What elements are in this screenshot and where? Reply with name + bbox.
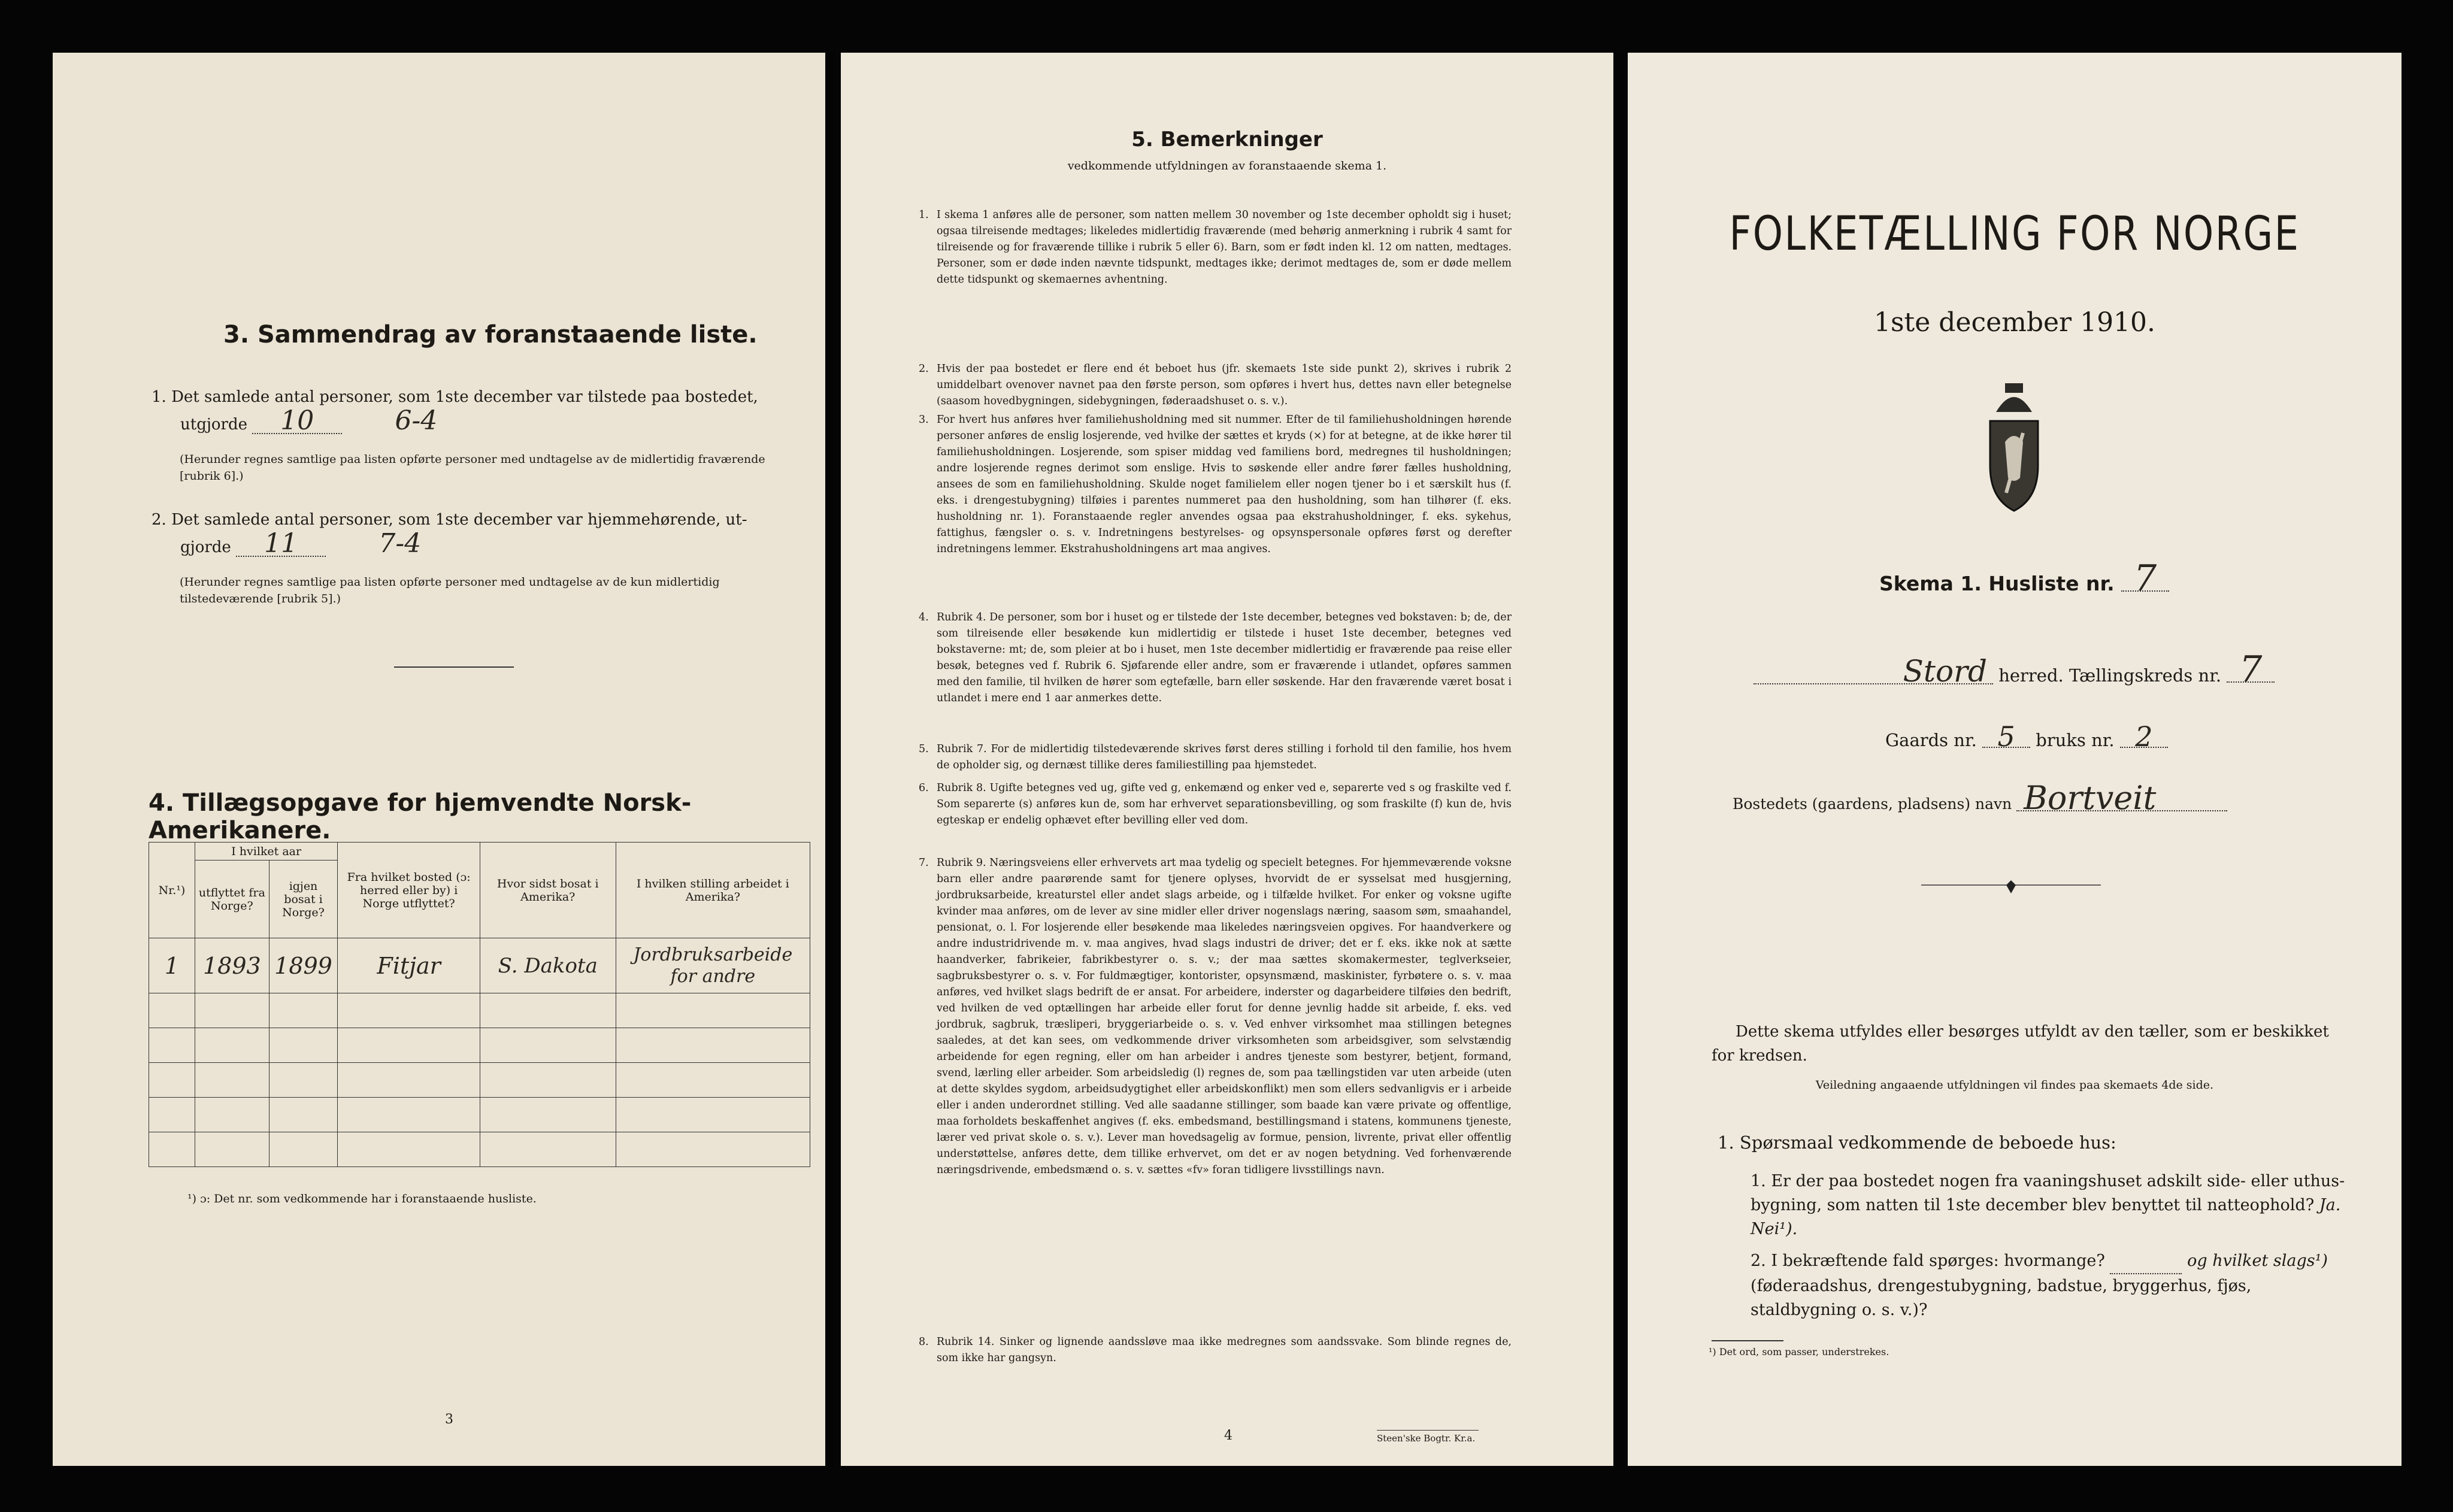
remark-item [919, 741, 1512, 774]
header-stilling: I hvilken stilling arbeidet i Amerika? [616, 843, 810, 938]
remark-item [919, 361, 1512, 410]
remark-text: Hvis der paa bostedet er flere end ét beboet hus (jfr. skemaets 1ste side punkt 2), skrives i rubrik 2 umiddelbart ovenover navnet paa den første person, som opføres i hvert hus, dettes navn eller betegnelse (saasom hovedbygningen, sidebygningen, føderaadshuset o. s. v.). [937, 363, 1512, 407]
coat-of-arms-icon [1963, 376, 2065, 514]
footnote-rule [1712, 1340, 1783, 1341]
remark-text: Rubrik 8. Ugifte betegnes ved ug, gifte ved g, enkemænd og enker ved e, separerte ved s og fraskilte ved f. Som separerte (s) anføres kun de, som har erhvervet separationsbevilling, og som fraskilte (f) kun de, hvis egteskap er endelig ophævet efter bevilling eller ved dom. [937, 782, 1512, 826]
footnote: ¹) Det ord, som passer, understrekes. [1709, 1346, 1889, 1358]
header-sidst: Hvor sidst bosat i Amerika? [480, 843, 616, 938]
header-utflyttet: utflyttet fra Norge? [195, 860, 269, 938]
section-3-title: 3. Sammendrag av foranstaaende liste. [223, 321, 758, 349]
remark-text: I skema 1 anføres alle de personer, som natten mellem 30 november og 1ste december opholdt sig i huset; ogsaa tilreisende medtages; likeledes midlertidig fraværende (med behørig anmerkning i rubrik 4 samt for tilreisende og for fraværende tillike i rubrik 5 eller 6). Barn, som er født inden kl. 12 om natten, medtages. Personer, som er døde inden nævnte tidspunkt, medtages ikke; derimot medtages de, som er døde mellem dette tidspunkt og skemaernes avhentning. [937, 209, 1512, 286]
header-fra: Fra hvilket bosted (ɔ: herred eller by) i Norge utflyttet? [338, 843, 480, 938]
table-row [149, 1063, 810, 1098]
section-4-title: 4. Tillægsopgave for hjemvendte Norsk-Amerikanere. [149, 789, 692, 844]
remark-item [919, 1334, 1512, 1366]
cell-fra: Fitjar [338, 938, 480, 993]
remark-text: Rubrik 14. Sinker og lignende aandssløve maa ikke medregnes som aandssvake. Som blinde regnes de, som ikke har gangsyn. [937, 1336, 1512, 1364]
remark-text: For hvert hus anføres hver familiehusholdning med sit nummer. Efter de til familiehusholdningen hørende personer anføres de enslig losjerende, ved hvilke der sættes et kryds (×) for at betegne, at de ikke hører til familiehusholdningen. Losjerende, som spiser middag ved familiens bord, medregnes til husholdningen; andre losjerende regnes derimot som enslige. Hvis to søskende eller andre fører fælles husholdning, ansees de som en familiehusholdning. Skulde noget familielem eller nogen tjener bo i et særskilt hus (f. eks. i drengestubygning) tilføies i parentes nummeret paa den husholdning, som han tilhører (f. eks. husholdning nr. 1). Foranstaaende regler anvendes ogsaa paa ekstrahusholdninger, f. eks. sykehus, fattighus, fængsler o. s. v. Indretningens bestyrelses- og opsynspersonale opføres først og derefter indretningens lemmer. Ekstrahusholdningens art maa angives. [937, 414, 1512, 555]
table-footnote: ¹) ɔ: Det nr. som vedkommende har i foranstaaende husliste. [187, 1192, 537, 1205]
summary-item-1 [152, 385, 810, 443]
remark-number: 2. [919, 363, 929, 375]
question-2-blank [2110, 1249, 2182, 1274]
questions-title: 1. Spørsmaal vedkommende de beboede hus: [1718, 1132, 2116, 1153]
summary-item-2-hand-extra: 7-4 [378, 528, 422, 559]
fold-shadow [825, 53, 840, 1466]
summary-item-2-value: 11 [236, 532, 326, 557]
printer-mark: Steen'ske Bogtr. Kr.a. [1377, 1430, 1479, 1444]
question-1-answer: Ja. Nei¹). [1751, 1196, 2341, 1238]
remarks-subtitle: vedkommende utfyldningen av foranstaaende skema 1. [1067, 159, 1387, 172]
remark-number: 8. [919, 1336, 929, 1348]
question-2 [1751, 1249, 2349, 1322]
page-1 [1628, 53, 2401, 1466]
cell-stilling: Jordbruksarbeide for andre [616, 938, 810, 993]
question-1 [1751, 1169, 2349, 1241]
summary-item-2-label: gjorde [180, 538, 231, 556]
remark-number: 3. [919, 414, 929, 426]
summary-item-1-hand-extra: 6-4 [395, 405, 438, 436]
cell-igjen: 1899 [269, 938, 338, 993]
table-row [149, 1132, 810, 1167]
bosted-value: Bortveit [2016, 786, 2227, 811]
page-number: 3 [445, 1412, 453, 1427]
remark-item [919, 855, 1512, 1178]
bruks-label: bruks nr. [2036, 730, 2115, 750]
skema-line [1879, 557, 2169, 599]
summary-item-2 [152, 508, 810, 565]
question-2-b: og hvilket slags¹) [2187, 1252, 2328, 1270]
norsk-amerikanere-table [149, 842, 810, 1167]
remark-number: 5. [919, 743, 929, 755]
page-3 [53, 53, 825, 1466]
herred-value: Stord [1754, 659, 1993, 684]
remark-item [919, 780, 1512, 829]
remark-item [919, 610, 1512, 707]
bosted-line [1733, 779, 2227, 817]
herred-line [1754, 649, 2352, 690]
remark-text: Rubrik 7. For de midlertidig tilstedeværende skrives først deres stilling i forhold til den familie, hos hvem de opholder sig, og dernæst tillike deres familiestilling paa hjemstedet. [937, 743, 1512, 771]
bosted-label: Bostedets (gaardens, pladsens) navn [1733, 795, 2012, 813]
krets-value: 7 [2227, 657, 2275, 683]
question-1-text: 1. Er der paa bostedet nogen fra vaaningshuset adskilt side- eller uthus-bygning, som natten til 1ste december blev benyttet til natteophold? [1751, 1172, 2345, 1214]
table-row [149, 1028, 810, 1063]
gaards-label: Gaards nr. [1885, 730, 1977, 750]
remarks-title: 5. Bemerkninger [1131, 128, 1323, 151]
remark-item [919, 412, 1512, 557]
remark-number: 4. [919, 611, 929, 623]
table-row [149, 993, 810, 1028]
remark-item [919, 207, 1512, 288]
summary-item-1-value: 10 [252, 409, 342, 434]
table-row [149, 1098, 810, 1132]
section-divider [394, 666, 514, 668]
cell-utflyttet: 1893 [195, 938, 269, 993]
question-2-c: (føderaadshus, drengestubygning, badstue, bryggerhus, fjøs, staldbygning o. s. v.)? [1751, 1277, 2252, 1319]
intro-text: Dette skema utfyldes eller besørges utfyldt av den tæller, som er beskikket for kredsen. [1712, 1023, 2329, 1065]
remark-number: 6. [919, 782, 929, 794]
remark-number: 1. [919, 209, 929, 221]
gaards-line [1885, 720, 2168, 753]
fold-shadow [1613, 53, 1628, 1466]
summary-item-1-label: utgjorde [180, 416, 248, 434]
remark-text: Rubrik 9. Næringsveiens eller erhvervets art maa tydelig og specielt betegnes. For hjemmeværende voksne barn eller andre paarørende samt for tjenere oplyses, hvorvidt de er sysselsat med husgjerning, jordbruksarbeide, kreaturstel eller andet slags arbeide, og i tilfælde hvilket. For enker og voksne ugifte kvinder maa anføres, om de lever av sine midler eller driver nogenslags næring, saasom søm, smaahandel, pensionat, o. l. For losjerende eller besøkende maa likeledes næringsveien opgives. For haandverkere og andre industridrivende m. v. maa angives, hvad slags industri de driver; det er f. eks. ikke nok at sætte haandverker, fabrikeier, fabrikbestyrer o. s. v.; der maa sættes skomakermester, teglverkseier, sagbruksbestyrer o. s. v. For fuldmægtiger, kontorister, opsynsmænd, maskinister, fyrbøtere o. s. v. maa anføres, ved hvilket slags bedrift de er ansat. For arbeidere, inderster og dagarbeidere tilføies den bedrift, ved hvilken de ved optællingen har arbeide eller forut for denne jevnlig hadde sit arbeide, f. eks. ved jordbruk, sagbruk, træsliperi, bryggeriarbeide o. s. v. Ved enhver virksomhet maa stillingen betegnes saaledes, at det kan sees, om vedkommende driver virksomheten som arbeidsgiver, som selvstændig arbeidende for egen regning, eller om han arbeider i andres tjeneste som bestyrer, betjent, formand, svend, lærling eller arbeider. Som arbeidsledig (l) regnes de, som paa tællingstiden var uten arbeide (uten at dette skyldes sygdom, arbeidsudygtighet eller arbeidskonflikt) men som ellers sedvanligvis er i arbeide eller i anden underordnet stilling. Ved alle saadanne stillinger, som baade kan være private og offentlige, maa forholdets beskaffenhet angives (f. eks. embedsmand, bestillingsmand i statens, kommunens tjeneste, lærer ved privat skole o. s. v.). Lever man hovedsagelig av formue, pension, livrente, privat eller offentlig understøttelse, anføres dette, dem tillike erhvervet, om det er av nogen betydning. Ved forhenværende næringsdrivende, embedsmænd o. s. v. sættes «fv» foran tidligere livsstillings navn. [937, 857, 1512, 1176]
header-group: I hvilket aar [195, 843, 338, 860]
summary-item-2-text: 2. Det samlede antal personer, som 1ste december var hjemmehørende, ut- [152, 511, 747, 529]
header-igjen: igjen bosat i Norge? [269, 860, 338, 938]
husliste-nr: 7 [2121, 566, 2169, 592]
table-row [149, 938, 810, 993]
bruks-value: 2 [2120, 726, 2168, 748]
herred-label: herred. [1998, 665, 2064, 686]
summary-item-1-text: 1. Det samlede antal personer, som 1ste december var tilstede paa bostedet, [152, 388, 758, 406]
form-title: FOLKETÆLLING FOR NORGE [1729, 207, 2300, 261]
page-4 [841, 53, 1613, 1466]
summary-item-2-note: (Herunder regnes samtlige paa listen opførte personer med undtagelse av de kun midlertidig tilstedeværende [rubrik 5].) [180, 575, 720, 605]
cell-nr: 1 [149, 938, 195, 993]
header-nr: Nr.¹) [149, 843, 195, 938]
remark-text: Rubrik 4. De personer, som bor i huset og er tilstede der 1ste december, betegnes ved bokstaven: b; de, der som tilreisende eller besøkende kun midlertidig er tilstede i huset 1ste december, betegnes ved bokstaverne: mt; de, som pleier at bo i huset, men 1ste december midlertidig er fraværende paa reise eller besøk, betegnes ved f. Rubrik 6. Sjøfarende eller andre, som er fraværende i utlandet, opføres sammen med den familie, til hvilken de hører som egtefælle, barn eller søskende. Har den fraværende været bosat i utlandet i mere end 1 aar anmerkes dette. [937, 611, 1512, 704]
summary-item-1-note: (Herunder regnes samtlige paa listen opførte personer med undtagelse av de midlertidig fraværende [rubrik 6].) [180, 453, 765, 483]
skema-label: Skema 1. Husliste nr. [1879, 572, 2115, 595]
cell-sidst: S. Dakota [480, 938, 616, 993]
krets-label: Tællingskreds nr. [2069, 665, 2222, 686]
remark-number: 7. [919, 857, 929, 869]
question-2-a: 2. I bekræftende fald spørges: hvormange? [1751, 1252, 2105, 1270]
page-number: 4 [1224, 1428, 1232, 1443]
gaards-value: 5 [1982, 726, 2030, 748]
census-date: 1ste december 1910. [1873, 307, 2156, 338]
intro-note: Veiledning angaaende utfyldningen vil findes paa skemaets 4de side. [1815, 1078, 2214, 1092]
ornament-divider-icon [1921, 878, 2101, 896]
